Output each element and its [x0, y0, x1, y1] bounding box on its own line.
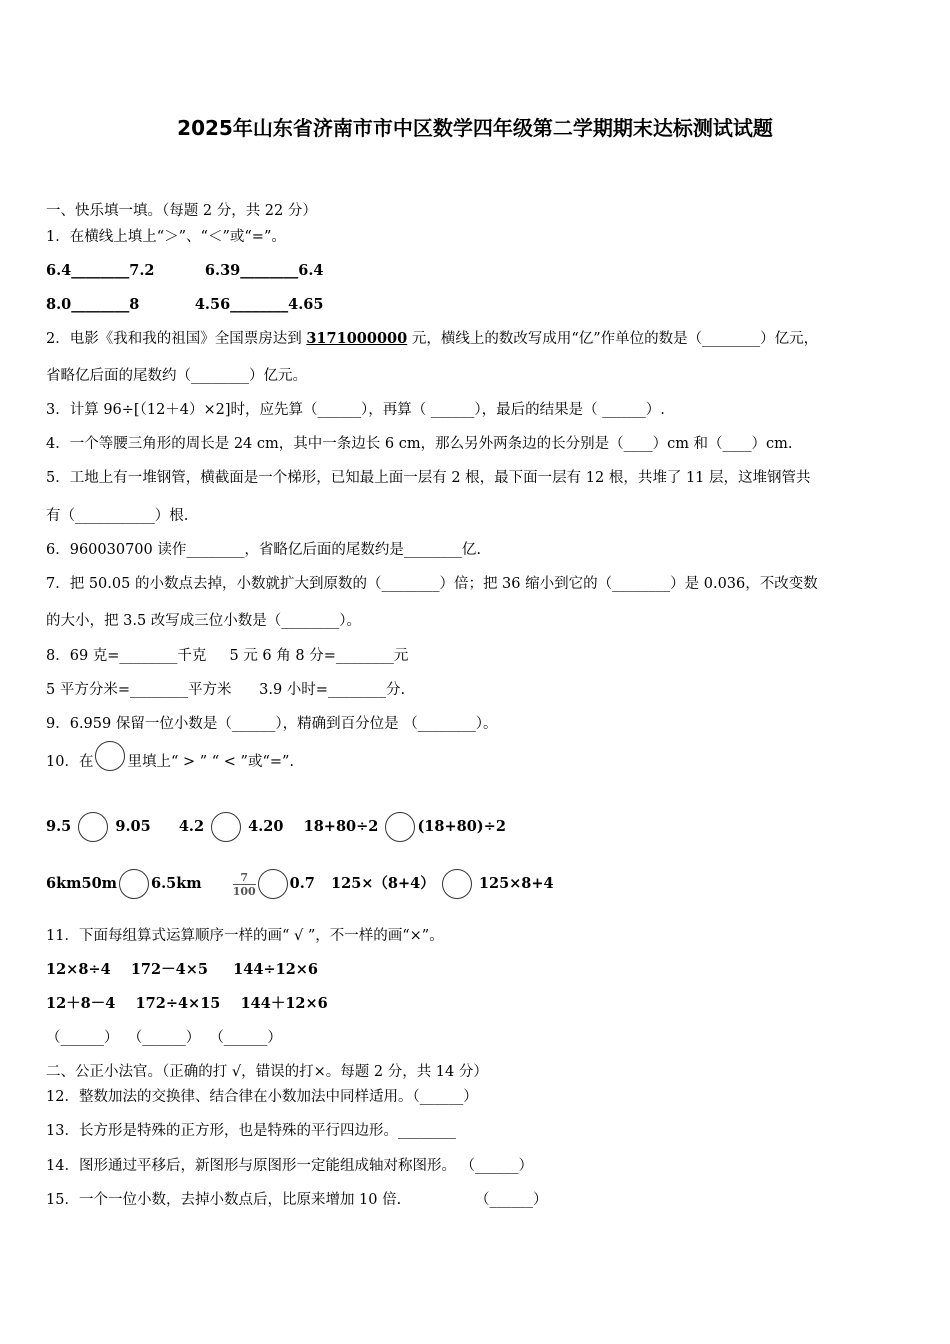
question-7-line-1: 7．把 50.05 的小数点去掉，小数就扩大到原数的（________）倍；把 36 缩小到它的（________）是 0.036，不改变数 [46, 576, 818, 592]
question-8-row-2: 5 平方分米=________平方米 3.9 小时=________分. [46, 682, 406, 698]
fraction-7-over-100 [233, 871, 256, 898]
answer-circle[interactable] [95, 741, 125, 771]
question-11-answers: （______） （______） （______） [46, 1030, 282, 1046]
answer-circle[interactable] [119, 869, 149, 899]
question-11-row-2: 12＋8－4 172÷4×15 144＋12×6 [46, 995, 328, 1012]
question-10-row-2 [46, 869, 554, 899]
compare-left: 18+80÷2 [303, 818, 379, 835]
question-13: 13．长方形是特殊的正方形，也是特殊的平行四边形。________ [46, 1123, 456, 1139]
question-8-row-1: 8．69 克=________千克 5 元 6 角 8 分=________元 [46, 648, 409, 664]
question-7-line-2: 的大小，把 3.5 改写成三位小数是（________）。 [46, 613, 362, 629]
question-10-stem [46, 752, 294, 772]
compare-right: 125×8+4 [478, 875, 554, 892]
question-1-row-2: 8.0________8 4.56________4.65 [46, 296, 324, 313]
question-10-row-1 [46, 812, 506, 842]
answer-circle[interactable] [78, 812, 108, 842]
question-14: 14．图形通过平移后，新图形与原图形一定能组成轴对称图形。 （______） [46, 1158, 534, 1174]
question-9: 9．6.959 保留一位小数是（______），精确到百分位是 （________）。 [46, 716, 498, 732]
compare-left: 125×（8+4） [331, 875, 435, 892]
compare-right: 4.20 [248, 818, 284, 835]
question-12: 12．整数加法的交换律、结合律在小数加法中同样适用。（______） [46, 1089, 478, 1105]
section-1-heading: 一、快乐填一填。（每题 2 分，共 22 分） [46, 203, 317, 219]
fraction-numerator: 7 [233, 871, 256, 885]
compare-right: (18+80)÷2 [417, 818, 506, 835]
compare-right: 9.05 [115, 818, 151, 835]
question-1-row-1: 6.4________7.2 6.39________6.4 [46, 262, 324, 279]
answer-circle[interactable] [258, 869, 288, 899]
question-4: 4．一个等腰三角形的周长是 24 cm，其中一条边长 6 cm，那么另外两条边的长分别是（____）cm 和（____）cm. [46, 436, 793, 452]
compare-right: 0.7 [289, 875, 315, 892]
question-2-box-office-number: 3171000000 [306, 330, 408, 347]
question-5-line-2: 有（___________）根. [46, 508, 189, 524]
answer-circle[interactable] [211, 812, 241, 842]
page-title: 2025年山东省济南市市中区数学四年级第二学期期末达标测试试题 [177, 116, 773, 140]
question-3: 3．计算 96÷[（12＋4）×2]时，应先算（______），再算（ ______），最后的结果是（ ______）. [46, 402, 665, 418]
question-10-suffix: 里填上“ > ” “ < ”或“=”. [127, 754, 295, 770]
compare-left: 9.5 [46, 818, 72, 835]
question-2-prefix: 2．电影《我和我的祖国》全国票房达到 [46, 331, 307, 347]
question-1-stem: 1．在横线上填上“＞”、“＜”或“=”。 [46, 229, 286, 245]
question-15: 15．一个一位小数，去掉小数点后，比原来增加 10 倍. （______） [46, 1192, 548, 1208]
answer-circle[interactable] [385, 812, 415, 842]
answer-circle[interactable] [442, 869, 472, 899]
question-2-suffix: 元，横线上的数改写成用“亿”作单位的数是（________）亿元， [407, 331, 819, 347]
fraction-denominator: 100 [232, 884, 256, 898]
compare-right: 6.5km [151, 875, 202, 892]
question-2-line-2: 省略亿后面的尾数约（________）亿元。 [46, 368, 307, 384]
section-2-heading: 二、公正小法官。（正确的打 √，错误的打×。每题 2 分，共 14 分） [46, 1064, 488, 1080]
question-11-stem: 11．下面每组算式运算顺序一样的画“ √ ”，不一样的画“×”。 [46, 928, 444, 944]
question-5-line-1: 5．工地上有一堆钢管，横截面是一个梯形，已知最上面一层有 2 根，最下面一层有 12 根，共堆了 11 层，这堆钢管共 [46, 470, 811, 486]
compare-left: 4.2 [178, 818, 205, 835]
question-11-row-1: 12×8÷4 172－4×5 144÷12×6 [46, 961, 319, 978]
question-2-line-1 [46, 329, 818, 349]
compare-left: 6km50m [46, 875, 117, 892]
question-6: 6．960030700 读作________，省略亿后面的尾数约是________亿. [46, 542, 481, 558]
question-10-prefix: 10．在 [46, 754, 94, 770]
